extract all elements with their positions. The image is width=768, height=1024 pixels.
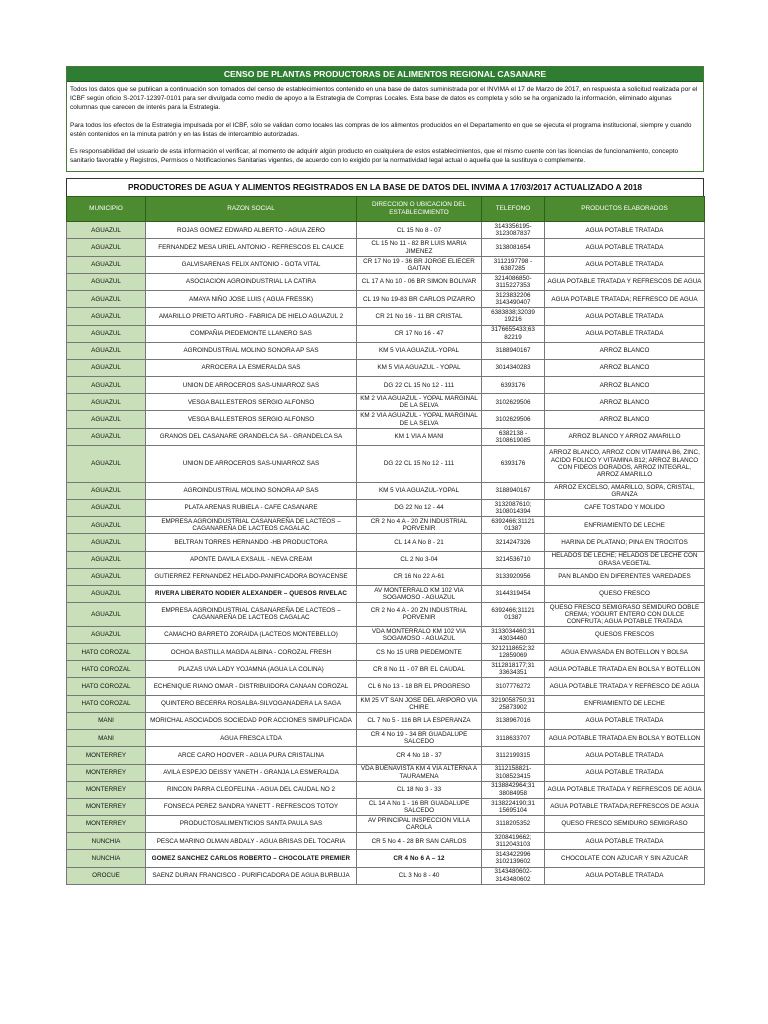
- razon-social-cell: FONSECA PEREZ SANDRA YANETT - REFRESCOS TOTOY: [146, 798, 357, 815]
- telefono-cell: 6383838;32039 19216: [482, 308, 545, 325]
- direccion-cell: CL 19 No 19-83 BR CARLOS PIZARRO: [357, 291, 482, 308]
- telefono-cell: 6393176: [482, 376, 545, 393]
- direccion-cell: CS No 15 URB PIEDEMONTE: [357, 643, 482, 660]
- table-row: [67, 551, 705, 568]
- productos-cell: CHOCOLATE CON AZUCAR Y SIN AZUCAR: [545, 850, 705, 867]
- table-row: [67, 394, 705, 411]
- razon-social-cell: AMAYA NIÑO JOSE LUIS ( AGUA FRESSK): [146, 291, 357, 308]
- table-row: [67, 585, 705, 602]
- productos-cell: AGUA POTABLE TRATADA Y REFRESCO DE AGUA: [545, 678, 705, 695]
- telefono-cell: 3112158821-3108523415: [482, 764, 545, 781]
- municipio-cell: AGUAZUL: [67, 585, 146, 602]
- telefono-cell: 3138967016: [482, 712, 545, 729]
- table-row: [67, 308, 705, 325]
- direccion-cell: CR 8 No 11 - 07 BR EL CAUDAL: [357, 661, 482, 678]
- telefono-cell: 3214536710: [482, 551, 545, 568]
- municipio-cell: AGUAZUL: [67, 394, 146, 411]
- table-row: [67, 291, 705, 308]
- razon-social-cell: AGROINDUSTRIAL MOLINO SONORA AP SAS: [146, 482, 357, 499]
- municipio-cell: NUNCHIA: [67, 850, 146, 867]
- municipio-cell: MANI: [67, 730, 146, 747]
- table-row: [67, 376, 705, 393]
- telefono-cell: 3143480602-3143480602: [482, 867, 545, 884]
- telefono-cell: 3214086850-3115227353: [482, 273, 545, 290]
- table-row: [67, 643, 705, 660]
- direccion-cell: CR 5 No 4 - 28 BR SAN CARLOS: [357, 833, 482, 850]
- razon-social-cell: QUINTERO BECERRA ROSALBA-SILVOGANADERA LA SAGA: [146, 695, 357, 712]
- direccion-cell: CR 4 No 18 - 37: [357, 747, 482, 764]
- telefono-cell: 3112197798 - 6387285: [482, 256, 545, 273]
- razon-social-cell: ECHENIQUE RIANO OMAR - DISTRIBUIDORA CANAAN COROZAL: [146, 678, 357, 695]
- paragraph-data-source: Todos los datos que se publican a continuación son tomados del censo de establecimientos contenido en una base de datos suministrada por el INVIMA el 17 de Marzo de 2017, en respuesta a solicitud realizada por el ICBF según oficio S-2017-12397-0101 para ser divulgada como medio de apoyo a la Estrategia de Compras Locales. Esta base de datos es completa y sólo se ha organizado la información, eliminado algunas columnas que carecen de interés para la Estrategia.: [70, 86, 698, 112]
- municipio-cell: AGUAZUL: [67, 308, 146, 325]
- razon-social-cell: SAENZ DURAN FRANCISCO - PURIFICADORA DE AGUA BURBUJA: [146, 867, 357, 884]
- telefono-cell: 6382138 - 3108619085: [482, 428, 545, 445]
- paragraph-user-responsibility: Es responsabilidad del usuario de esta información el verificar, al momento de adquirir algún producto en cualquiera de estos establecimientos, que el mismo cuente con las licencias de funcionamiento, concepto sanitario favorable y Registros, Permisos o Notificaciones Sanitarias vigentes, de acuerdo con lo exigido por la normatividad legal actual o aquella que la sustituya o complemente.: [70, 148, 679, 165]
- productos-cell: AGUA ENVASADA EN BOTELLON Y BOLSA: [545, 643, 705, 660]
- municipio-cell: MONTERREY: [67, 815, 146, 832]
- table-row: [67, 568, 705, 585]
- municipio-cell: HATO COROZAL: [67, 643, 146, 660]
- table-row: [67, 850, 705, 867]
- telefono-cell: 3138081654: [482, 239, 545, 256]
- razon-social-cell: AVILA ESPEJO DEISSY YANETH - GRANJA LA ESMERALDA: [146, 764, 357, 781]
- razon-social-cell: MORICHAL ASOCIADOS SOCIEDAD POR ACCIONES SIMPLIFICADA: [146, 712, 357, 729]
- municipio-cell: AGUAZUL: [67, 376, 146, 393]
- razon-social-cell: UNION DE ARROCEROS SAS-UNIARROZ SAS: [146, 445, 357, 482]
- header-row: [67, 197, 705, 222]
- municipio-cell: AGUAZUL: [67, 482, 146, 499]
- municipio-cell: MONTERREY: [67, 798, 146, 815]
- productos-cell: PAN BLANDO EN DIFERENTES VAREDADES: [545, 568, 705, 585]
- municipio-cell: AGUAZUL: [67, 517, 146, 534]
- productos-cell: AGUA POTABLE TRATADA;REFRESCOS DE AGUA: [545, 798, 705, 815]
- productos-cell: HELADOS DE LECHE; HELADOS DE LECHE CON GRASA VEGETAL: [545, 551, 705, 568]
- table-row: [67, 661, 705, 678]
- direccion-cell: CR 4 No 19 - 34 BR GUADALUPE SALCEDO: [357, 730, 482, 747]
- direccion-cell: CL 18 No 3 - 33: [357, 781, 482, 798]
- municipio-cell: AGUAZUL: [67, 273, 146, 290]
- razon-social-cell: ARCE CARO HOOVER - AGUA PURA CRISTALINA: [146, 747, 357, 764]
- razon-social-cell: ROJAS GOMEZ EDWARD ALBERTO - AGUA ZERO: [146, 222, 357, 239]
- telefono-cell: 3118205352: [482, 815, 545, 832]
- razon-social-cell: AMARILLO PRIETO ARTURO - FABRICA DE HIELO AGUAZUL 2: [146, 308, 357, 325]
- municipio-cell: MONTERREY: [67, 781, 146, 798]
- table-row: [67, 798, 705, 815]
- direccion-cell: CR 2 No 4 A - 20 ZN INDUSTRIAL PORVENIR: [357, 602, 482, 626]
- municipio-cell: HATO COROZAL: [67, 678, 146, 695]
- productos-cell: AGUA POTABLE TRATADA: [545, 764, 705, 781]
- table-row: [67, 411, 705, 428]
- productos-cell: ARROZ BLANCO Y ARROZ AMARILLO: [545, 428, 705, 445]
- productos-cell: QUESO FRESCO SEMIDURO SEMIGRASO: [545, 815, 705, 832]
- telefono-cell: 3133920956: [482, 568, 545, 585]
- direccion-cell: DG 22 CL 15 No 12 - 111: [357, 376, 482, 393]
- telefono-cell: 3143422996 3102139602: [482, 850, 545, 867]
- razon-social-cell: GALVISARENAS FELIX ANTONIO - GOTA VITAL: [146, 256, 357, 273]
- telefono-cell: 3176655433;63 82219: [482, 325, 545, 342]
- producers-title: PRODUCTORES DE AGUA Y ALIMENTOS REGISTRADOS EN LA BASE DE DATOS DEL INVIMA A 17/03/2017 ACTUALIZADO A 2018: [66, 178, 704, 196]
- productos-cell: CAFE TOSTADO Y MOLIDO: [545, 499, 705, 516]
- razon-social-cell: VESGA BALLESTEROS SERGIO ALFONSO: [146, 394, 357, 411]
- productos-cell: AGUA POTABLE TRATADA Y REFRESCOS DE AGUA: [545, 781, 705, 798]
- direccion-cell: AV MONTERRALO KM 102 VIA SOGAMOSO - AGUAZUL: [357, 585, 482, 602]
- telefono-cell: 3144319454: [482, 585, 545, 602]
- direccion-cell: CR 2 No 4 A - 20 ZN INDUSTRIAL PORVENIR: [357, 517, 482, 534]
- municipio-cell: OROCUE: [67, 867, 146, 884]
- column-header-productos: PRODUCTOS ELABORADOS: [545, 197, 705, 222]
- telefono-cell: 3118633707: [482, 730, 545, 747]
- razon-social-cell: EMPRESA AGROINDUSTRIAL CASANAREÑA DE LACTEOS – CAGANAREÑA DE LACTEOS CAGALAC: [146, 517, 357, 534]
- razon-social-cell: GRANOS DEL CASANARE GRANDELCA SA - GRANDELCA SA: [146, 428, 357, 445]
- table-row: [67, 256, 705, 273]
- table-row: [67, 482, 705, 499]
- razon-social-cell: RIVERA LIBERATO NODIER ALEXANDER – QUESOS RIVELAC: [146, 585, 357, 602]
- direccion-cell: CL 14 A No 8 - 21: [357, 534, 482, 551]
- razon-social-cell: COMPAÑIA PIEDEMONTE LLANERO SAS: [146, 325, 357, 342]
- razon-social-cell: PLAZAS UVA LADY YOJAMNA (AGUA LA COLINA): [146, 661, 357, 678]
- telefono-cell: 3212118652;32 12859069: [482, 643, 545, 660]
- productos-cell: AGUA POTABLE TRATADA: [545, 867, 705, 884]
- sheet: [66, 66, 704, 885]
- telefono-cell: 3138842964;31 38084958: [482, 781, 545, 798]
- productos-cell: HARINA DE PLATANO; PINA EN TROCITOS: [545, 534, 705, 551]
- table-row: [67, 764, 705, 781]
- direccion-cell: VDA BUENAVISTA KM 4 VIA ALTERNA A TAURAMENA: [357, 764, 482, 781]
- razon-social-cell: AGUA FRESCA LTDA: [146, 730, 357, 747]
- productos-cell: AGUA POTABLE TRATADA: [545, 325, 705, 342]
- direccion-cell: DG 22 No 12 - 44: [357, 499, 482, 516]
- telefono-cell: 3102629506: [482, 394, 545, 411]
- table-row: [67, 602, 705, 626]
- telefono-cell: 3014340283: [482, 359, 545, 376]
- producers-table-body: [67, 222, 705, 884]
- municipio-cell: AGUAZUL: [67, 551, 146, 568]
- telefono-cell: 3188940167: [482, 482, 545, 499]
- table-row: [67, 239, 705, 256]
- municipio-cell: MONTERREY: [67, 764, 146, 781]
- razon-social-cell: PESCA MARINO OLMAN ABDALY - AGUA BRISAS DEL TOCARIA: [146, 833, 357, 850]
- direccion-cell: CR 17 No 19 - 36 BR JORGE ELIECER GAITAN: [357, 256, 482, 273]
- razon-social-cell: OCHOA BASTILLA MAGDA ALBINA - COROZAL FRESH: [146, 643, 357, 660]
- direccion-cell: KM 5 VIA AGUAZUL-YOPAL: [357, 482, 482, 499]
- telefono-cell: 3112199315: [482, 747, 545, 764]
- table-row: [67, 534, 705, 551]
- column-header-direccion: DIRECCION O UBICACION DEL ESTABLECIMIENTO: [357, 197, 482, 222]
- productos-cell: ARROZ BLANCO: [545, 394, 705, 411]
- telefono-cell: 6393176: [482, 445, 545, 482]
- direccion-cell: CL 3 No 8 - 40: [357, 867, 482, 884]
- direccion-cell: CR 16 No 22 A-61: [357, 568, 482, 585]
- productos-cell: ARROZ BLANCO: [545, 376, 705, 393]
- productos-cell: ARROZ BLANCO: [545, 411, 705, 428]
- table-row: [67, 678, 705, 695]
- municipio-cell: AGUAZUL: [67, 325, 146, 342]
- direccion-cell: CL 6 No 13 - 18 BR EL PROGRESO: [357, 678, 482, 695]
- telefono-cell: 3133034460;31 43034460: [482, 626, 545, 643]
- table-row: [67, 222, 705, 239]
- telefono-cell: 3219058750;31 25873902: [482, 695, 545, 712]
- productos-cell: QUESOS FRESCOS: [545, 626, 705, 643]
- direccion-cell: KM 1 VIA A MANI: [357, 428, 482, 445]
- productos-cell: AGUA POTABLE TRATADA: [545, 256, 705, 273]
- direccion-cell: KM 5 VIA AGUAZUL-YOPAL: [357, 342, 482, 359]
- municipio-cell: AGUAZUL: [67, 534, 146, 551]
- telefono-cell: 3143356195-3123087837: [482, 222, 545, 239]
- productos-cell: AGUA POTABLE TRATADA: [545, 833, 705, 850]
- telefono-cell: 3102629506: [482, 411, 545, 428]
- census-text: [67, 82, 703, 171]
- table-row: [67, 499, 705, 516]
- productos-cell: AGUA POTABLE TRATADA EN BOLSA Y BOTELLON: [545, 730, 705, 747]
- municipio-cell: AGUAZUL: [67, 239, 146, 256]
- column-header-telefono: TELEFONO: [482, 197, 545, 222]
- productos-cell: QUESO FRESCO: [545, 585, 705, 602]
- razon-social-cell: GOMEZ SANCHEZ CARLOS ROBERTO – CHOCOLATE PREMIER: [146, 850, 357, 867]
- municipio-cell: MANI: [67, 712, 146, 729]
- telefono-cell: 3132087610; 3108014394: [482, 499, 545, 516]
- razon-social-cell: PLATA ARENAS RUBIELA - CAFE CASANARE: [146, 499, 357, 516]
- municipio-cell: NUNCHIA: [67, 833, 146, 850]
- municipio-cell: AGUAZUL: [67, 222, 146, 239]
- table-row: [67, 815, 705, 832]
- municipio-cell: HATO COROZAL: [67, 661, 146, 678]
- paragraph-local-purchases: Para todos los efectos de la Estrategia impulsada por el ICBF, sólo se validan como locales las compras de los alimentos producidos en el Departamento en que se ejecuta el programa institucional, siempre y cuando estén contenidos en la minuta patrón y en las listas de intercambio autorizadas.: [70, 121, 692, 138]
- municipio-cell: AGUAZUL: [67, 445, 146, 482]
- table-row: [67, 273, 705, 290]
- municipio-cell: AGUAZUL: [67, 626, 146, 643]
- productos-cell: ARROZ BLANCO: [545, 342, 705, 359]
- telefono-cell: 3123832206 3143490407: [482, 291, 545, 308]
- telefono-cell: 3138224190;31 15695104: [482, 798, 545, 815]
- direccion-cell: CR 4 No 6 A – 12: [357, 850, 482, 867]
- municipio-cell: AGUAZUL: [67, 342, 146, 359]
- column-header-municipio: MUNICIPIO: [67, 197, 146, 222]
- table-row: [67, 867, 705, 884]
- razon-social-cell: VESGA BALLESTEROS SERGIO ALFONSO: [146, 411, 357, 428]
- census-title: CENSO DE PLANTAS PRODUCTORAS DE ALIMENTOS REGIONAL CASANARE: [67, 67, 703, 82]
- productos-cell: AGUA POTABLE TRATADA: [545, 222, 705, 239]
- direccion-cell: KM 2 VIA AGUAZUL - YOPAL MARGINAL DE LA SELVA: [357, 394, 482, 411]
- productos-cell: AGUA POTABLE TRATADA: [545, 308, 705, 325]
- direccion-cell: KM 25 VT SAN JOSE DEL ARIPORO VIA CHIRE: [357, 695, 482, 712]
- direccion-cell: CL 15 No 8 - 07: [357, 222, 482, 239]
- table-row: [67, 428, 705, 445]
- municipio-cell: AGUAZUL: [67, 291, 146, 308]
- telefono-cell: 3208419662; 3112043103: [482, 833, 545, 850]
- productos-cell: AGUA POTABLE TRATADA: [545, 239, 705, 256]
- razon-social-cell: UNION DE ARROCEROS SAS-UNIARROZ SAS: [146, 376, 357, 393]
- municipio-cell: AGUAZUL: [67, 428, 146, 445]
- productos-cell: AGUA POTABLE TRATADA Y REFRESCOS DE AGUA: [545, 273, 705, 290]
- table-row: [67, 712, 705, 729]
- municipio-cell: AGUAZUL: [67, 568, 146, 585]
- direccion-cell: CL 15 No 11 - 82 BR LUIS MARIA JIMENEZ: [357, 239, 482, 256]
- razon-social-cell: ARROCERA LA ESMERALDA SAS: [146, 359, 357, 376]
- productos-cell: QUESO FRESCO SEMIGRASO SEMIDURO DOBLE CREMA; YOGURT ENTERO CON DULCE CONFRUTA; AGUA POTABLE TRATADA: [545, 602, 705, 626]
- productos-cell: AGUA POTABLE TRATADA; REFRESCO DE AGUA: [545, 291, 705, 308]
- razon-social-cell: APONTE DAVILA EXSAUL - NEVA CREAM: [146, 551, 357, 568]
- municipio-cell: AGUAZUL: [67, 602, 146, 626]
- table-row: [67, 342, 705, 359]
- municipio-cell: HATO COROZAL: [67, 695, 146, 712]
- telefono-cell: 3188940167: [482, 342, 545, 359]
- municipio-cell: AGUAZUL: [67, 411, 146, 428]
- direccion-cell: CR 21 No 16 - 11 BR CRISTAL: [357, 308, 482, 325]
- table-row: [67, 833, 705, 850]
- direccion-cell: KM 5 VIA AGUAZUL - YOPAL: [357, 359, 482, 376]
- municipio-cell: AGUAZUL: [67, 256, 146, 273]
- telefono-cell: 6392466;31121 01387: [482, 602, 545, 626]
- table-row: [67, 730, 705, 747]
- direccion-cell: CL 14 A No 1 - 16 BR GUADALUPE SALCEDO: [357, 798, 482, 815]
- column-header-razon-social: RAZON SOCIAL: [146, 197, 357, 222]
- razon-social-cell: AGROINDUSTRIAL MOLINO SONORA AP SAS: [146, 342, 357, 359]
- table-row: [67, 445, 705, 482]
- table-row: [67, 747, 705, 764]
- razon-social-cell: PRODUCTOSALIMENTICIOS SANTA PAULA SAS: [146, 815, 357, 832]
- productos-cell: ARROZ BLANCO, ARROZ CON VITAMINA B6, ZINC, ACIDO FOLICO Y VITAMINA B12; ARROZ BLANCO CON FIDEOS DORADOS, ARROZ INTEGRAL, ARROZ AMARILLO: [545, 445, 705, 482]
- razon-social-cell: CAMACHO BARRETO ZORAIDA (LACTEOS MONTEBELLO): [146, 626, 357, 643]
- table-row: [67, 517, 705, 534]
- municipio-cell: AGUAZUL: [67, 359, 146, 376]
- table-row: [67, 626, 705, 643]
- census-box: [66, 66, 704, 172]
- table-row: [67, 781, 705, 798]
- productos-cell: AGUA POTABLE TRATADA EN BOLSA Y BOTELLON: [545, 661, 705, 678]
- direccion-cell: VDA MONTERRALO KM 102 VIA SOGAMOSO - AGUAZUL: [357, 626, 482, 643]
- productos-cell: AGUA POTABLE TRATADA: [545, 712, 705, 729]
- direccion-cell: DG 22 CL 15 No 12 - 111: [357, 445, 482, 482]
- razon-social-cell: FERNANDEZ MESA URIEL ANTONIO - REFRESCOS EL CAUCE: [146, 239, 357, 256]
- table-row: [67, 359, 705, 376]
- direccion-cell: CR 17 No 16 - 47: [357, 325, 482, 342]
- direccion-cell: CL 7 No 5 - 116 BR LA ESPERANZA: [357, 712, 482, 729]
- municipio-cell: MONTERREY: [67, 747, 146, 764]
- municipio-cell: AGUAZUL: [67, 499, 146, 516]
- productos-cell: ENFRIAMIENTO DE LECHE: [545, 517, 705, 534]
- table-row: [67, 695, 705, 712]
- direccion-cell: KM 2 VIA AGUAZUL - YOPAL MARGINAL DE LA SELVA: [357, 411, 482, 428]
- razon-social-cell: EMPRESA AGROINDUSTRIAL CASANAREÑA DE LACTEOS – CAGANAREÑA DE LACTEOS CAGALAC: [146, 602, 357, 626]
- razon-social-cell: GUTIERREZ FERNANDEZ HELADO-PANIFICADORA BOYACENSE: [146, 568, 357, 585]
- direccion-cell: AV PRINCIPAL INSPECCION VILLA CAROLA: [357, 815, 482, 832]
- producers-table: [66, 196, 705, 884]
- telefono-cell: 3107776272: [482, 678, 545, 695]
- telefono-cell: 3112818177;31 33634351: [482, 661, 545, 678]
- productos-cell: ARROZ BLANCO: [545, 359, 705, 376]
- productos-cell: AGUA POTABLE TRATADA: [545, 747, 705, 764]
- razon-social-cell: BELTRAN TORRES HERNANDO -HB PRODUCTORA: [146, 534, 357, 551]
- direccion-cell: CL 2 No 3-04: [357, 551, 482, 568]
- table-row: [67, 325, 705, 342]
- telefono-cell: 6392466;31121 01387: [482, 517, 545, 534]
- productos-cell: ARROZ EXCELSO, AMARILLO, SOPA, CRISTAL, GRANZA: [545, 482, 705, 499]
- razon-social-cell: ASOCIACION AGROINDUSTRIAL LA CATIRA: [146, 273, 357, 290]
- direccion-cell: CL 17 A No 10 - 06 BR SIMON BOLIVAR: [357, 273, 482, 290]
- telefono-cell: 3214247326: [482, 534, 545, 551]
- razon-social-cell: RINCON PARRA CLEOFELINA - AGUA DEL CAUDAL NO 2: [146, 781, 357, 798]
- productos-cell: ENFRIAMIENTO DE LECHE: [545, 695, 705, 712]
